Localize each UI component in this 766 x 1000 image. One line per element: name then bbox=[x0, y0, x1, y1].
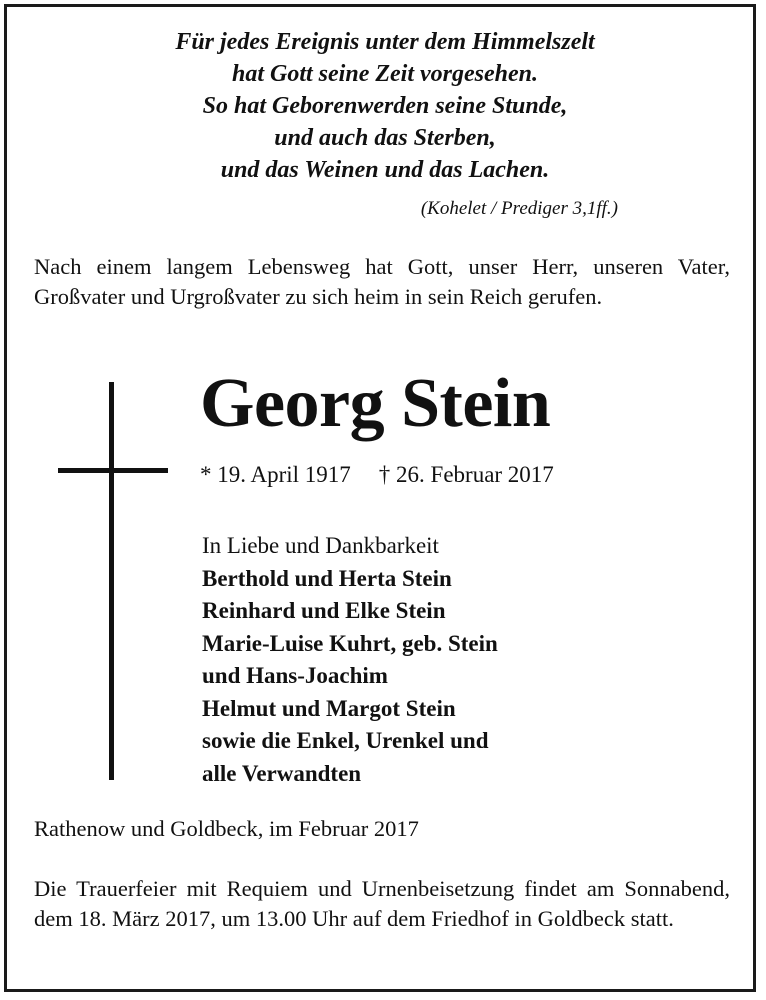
mourner-line: sowie die Enkel, Urenkel und bbox=[202, 728, 489, 753]
mourner-line: Helmut und Margot Stein bbox=[202, 695, 456, 721]
mourners-intro: In Liebe und Dankbarkeit bbox=[202, 533, 439, 558]
life-dates bbox=[200, 460, 554, 490]
verse-source: (Kohelet / Prediger 3,1ff.) bbox=[420, 198, 618, 219]
intro-text: Nach einem langem Lebensweg hat Gott, unser Herr, unseren Vater, Großvater und Urgroßvater zu sich heim in sein Reich gerufen. bbox=[34, 254, 730, 309]
verse-line: und auch das Sterben, bbox=[274, 125, 496, 151]
funeral-info: Die Trauerfeier mit Requiem und Urnenbeisetzung findet am Sonnabend, dem 18. März 2017, um 13.00 Uhr auf dem Friedhof in Goldbeck statt. bbox=[34, 876, 730, 931]
deceased-name: Georg Stein bbox=[200, 365, 551, 442]
birth-date: * 19. April 1917 bbox=[200, 462, 351, 487]
cross-horizontal-bar bbox=[58, 468, 168, 473]
verse-line: hat Gott seine Zeit vorgesehen. bbox=[232, 61, 538, 87]
mourner-line: und Hans-Joachim bbox=[202, 663, 388, 688]
mourner-line: alle Verwandten bbox=[202, 760, 362, 786]
verse-line: So hat Geborenwerden seine Stunde, bbox=[202, 93, 568, 119]
bible-verse bbox=[40, 26, 730, 186]
mourner-line: Reinhard und Elke Stein bbox=[202, 598, 446, 623]
verse-line: Für jedes Ereignis unter dem Himmelszelt bbox=[175, 29, 595, 55]
verse-line: und das Weinen und das Lachen. bbox=[220, 157, 550, 183]
mourner-line: Marie-Luise Kuhrt, geb. Stein bbox=[202, 630, 498, 656]
mourner-line: Berthold und Herta Stein bbox=[202, 565, 452, 591]
cross-vertical-bar bbox=[109, 382, 114, 780]
place-date: Rathenow und Goldbeck, im Februar 2017 bbox=[34, 816, 419, 841]
death-date: † 26. Februar 2017 bbox=[378, 462, 554, 487]
mourners-list bbox=[202, 530, 498, 790]
